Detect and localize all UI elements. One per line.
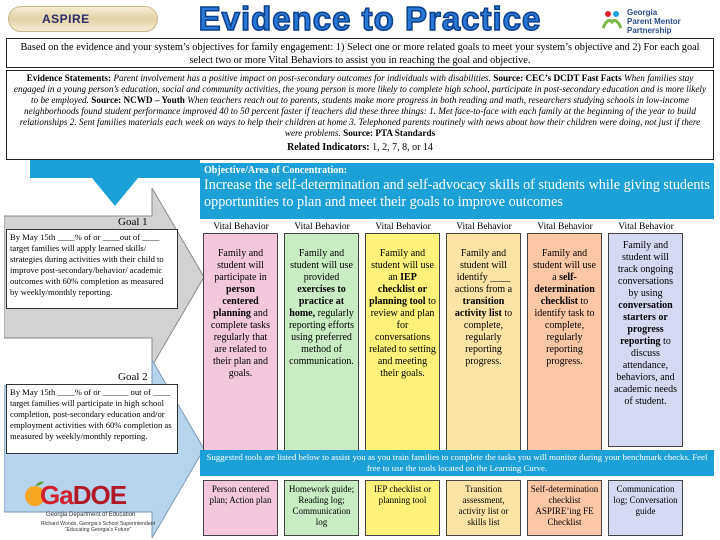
evidence-source-1: Source: CEC’s DCDT Fast Facts bbox=[493, 73, 622, 83]
vital-behavior-key-phrase: exercises to practice at home, bbox=[289, 284, 346, 319]
vital-behavior-6 bbox=[608, 233, 683, 447]
vital-behavior-text: and complete tasks regularly that are related to their plan and goals. bbox=[210, 308, 271, 379]
suggested-tool-4: Transition assessment, activity list or skills list bbox=[446, 480, 521, 536]
objective-banner bbox=[200, 163, 714, 219]
evidence-source-3: Source: PTA Standards bbox=[343, 128, 436, 138]
vital-behavior-text: to discuss attendance, behaviors, and academic needs of student. bbox=[613, 336, 678, 407]
goal-1-title: Goal 1 bbox=[118, 216, 148, 228]
suggested-tool-2: Homework guide; Reading log; Communication log bbox=[284, 480, 359, 536]
evidence-statement-2: When families stay engaged in a young person’s education, social and community activities, the young person is more likely to complete high school, participate in post-secondary education and is more likely to be employed. bbox=[13, 73, 707, 105]
vital-behavior-key-phrase: transition activity list bbox=[454, 296, 505, 319]
vital-behavior-3 bbox=[365, 233, 440, 453]
vital-behavior-header: Vital Behavior bbox=[456, 222, 512, 232]
vital-behavior-text: Family and student will use provided bbox=[290, 248, 353, 283]
page-title: Evidence to Practice bbox=[198, 0, 542, 37]
vital-behavior-key-phrase: self-determination checklist bbox=[534, 272, 595, 307]
vital-behavior-5 bbox=[527, 233, 602, 453]
vital-behavior-2 bbox=[284, 233, 359, 453]
gadoe-logo bbox=[18, 476, 178, 538]
gadoe-superintendent: Richard Woods, Georgia’s School Superintendent “Educating Georgia’s Future” bbox=[40, 521, 156, 533]
vital-behavior-text: Family and student will use an bbox=[371, 248, 434, 283]
evidence-source-2: Source: NCWD – Youth bbox=[91, 95, 185, 105]
vital-behavior-text: to review and plan for conversations related to setting and meeting their goals. bbox=[369, 296, 436, 379]
related-indicators: Related Indicators: 1, 2, 7, 8, or 14 bbox=[287, 142, 433, 153]
evidence-statements bbox=[6, 70, 714, 160]
suggested-tool-5: Self-determination checklist ASPIRE’ing FE Checklist bbox=[527, 480, 602, 536]
suggested-tool-3: IEP checklist or planning tool bbox=[365, 480, 440, 536]
evidence-statement-3: When teachers reach out to parents, students make more progress in both reading and math, researchers studying schools in low-income neighborhoods found student performance improved 40 to 50 percent faster if teachers did these three things: 1. Met face-to-face with each family at the beginning of the year to build relationships 2. Sent families materials each week on ways to help their children at home 3. Telephoned parents routinely with news about how their children were doing, not just if there were problems. bbox=[19, 95, 701, 138]
evidence-statement-1: Parent involvement has a positive impact on post-secondary outcomes for individuals with disabilities. bbox=[113, 73, 491, 83]
vital-behavior-key-phrase: person centered planning bbox=[213, 284, 259, 319]
vital-behavior-text: Family and student will identify ____ actions from a bbox=[454, 248, 513, 295]
family-icon bbox=[600, 8, 624, 32]
aspire-badge: ASPIRE bbox=[42, 12, 90, 26]
vital-behavior-key-phrase: conversation starters or progress reporting bbox=[618, 300, 673, 347]
vital-behavior-1 bbox=[203, 233, 278, 453]
vital-behavior-text: Family and student will track ongoing conversations by using bbox=[617, 240, 674, 299]
vital-behavior-header: Vital Behavior bbox=[537, 222, 593, 232]
aspire-scroll-logo bbox=[8, 4, 158, 34]
partner-name: Georgia Parent Mentor Partnership bbox=[627, 8, 681, 35]
vital-behavior-header: Vital Behavior bbox=[375, 222, 431, 232]
vital-behavior-text: to identify task to complete, regularly reporting progress. bbox=[534, 296, 595, 367]
vital-behavior-header: Vital Behavior bbox=[618, 222, 674, 232]
suggested-tool-6: Communication log; Conversation guide bbox=[608, 480, 683, 536]
vital-behavior-text: to complete, regularly reporting progress. bbox=[463, 308, 513, 367]
gadoe-department: Georgia Department of Education bbox=[46, 512, 136, 518]
goal-1-text: By May 15th ____% of or ____out of ____ target families will apply learned skills/ strategies during activities with their child to improve post-secondary/behavior/ academic outcomes with 60% completion as measured by weekly/monthly reporting. bbox=[6, 229, 178, 309]
objective-text: Increase the self-determination and self-advocacy skills of students while giving students opportunities to plan and meet their goals to improve outcomes bbox=[204, 177, 710, 210]
objective-label: Objective/Area of Concentration: bbox=[204, 165, 348, 176]
vital-behavior-text: Family and student will participate in bbox=[214, 248, 267, 283]
vital-behavior-text: regularly reporting efforts using preferred method of communication. bbox=[288, 308, 355, 367]
vital-behavior-header: Vital Behavior bbox=[213, 222, 269, 232]
suggested-tool-1: Person centered plan; Action plan bbox=[203, 480, 278, 536]
evidence-label: Evidence Statements: bbox=[26, 73, 112, 83]
goal-2-title: Goal 2 bbox=[118, 371, 148, 383]
goal-2-text: By May 15th ____% of or ______ out of ____ target families will participate in high school completion, post-secondary education and/or employment activities with 60% completion as measured by weekly/monthly reporting. bbox=[6, 384, 178, 454]
instructions: Based on the evidence and your system’s objectives for family engagement: 1) Select one or more related goals to meet your system’s objective and 2) For each goal select two or more Vital Behaviors to assist you in reaching the goal and objective. bbox=[6, 38, 714, 68]
vital-behavior-header: Vital Behavior bbox=[294, 222, 350, 232]
vital-behavior-key-phrase: IEP checklist or planning tool bbox=[369, 272, 428, 307]
suggested-tools-banner: Suggested tools are listed below to assist you as you train families to complete the tasks you will monitor during your benchmark checks. Feel free to use the tools located on the Learning Curve. bbox=[200, 450, 714, 476]
gadoe-wordmark: GaDOE bbox=[40, 480, 127, 510]
vital-behavior-text: Family and student will use a bbox=[533, 248, 596, 283]
parent-mentor-logo bbox=[600, 6, 718, 36]
vital-behavior-4 bbox=[446, 233, 521, 453]
